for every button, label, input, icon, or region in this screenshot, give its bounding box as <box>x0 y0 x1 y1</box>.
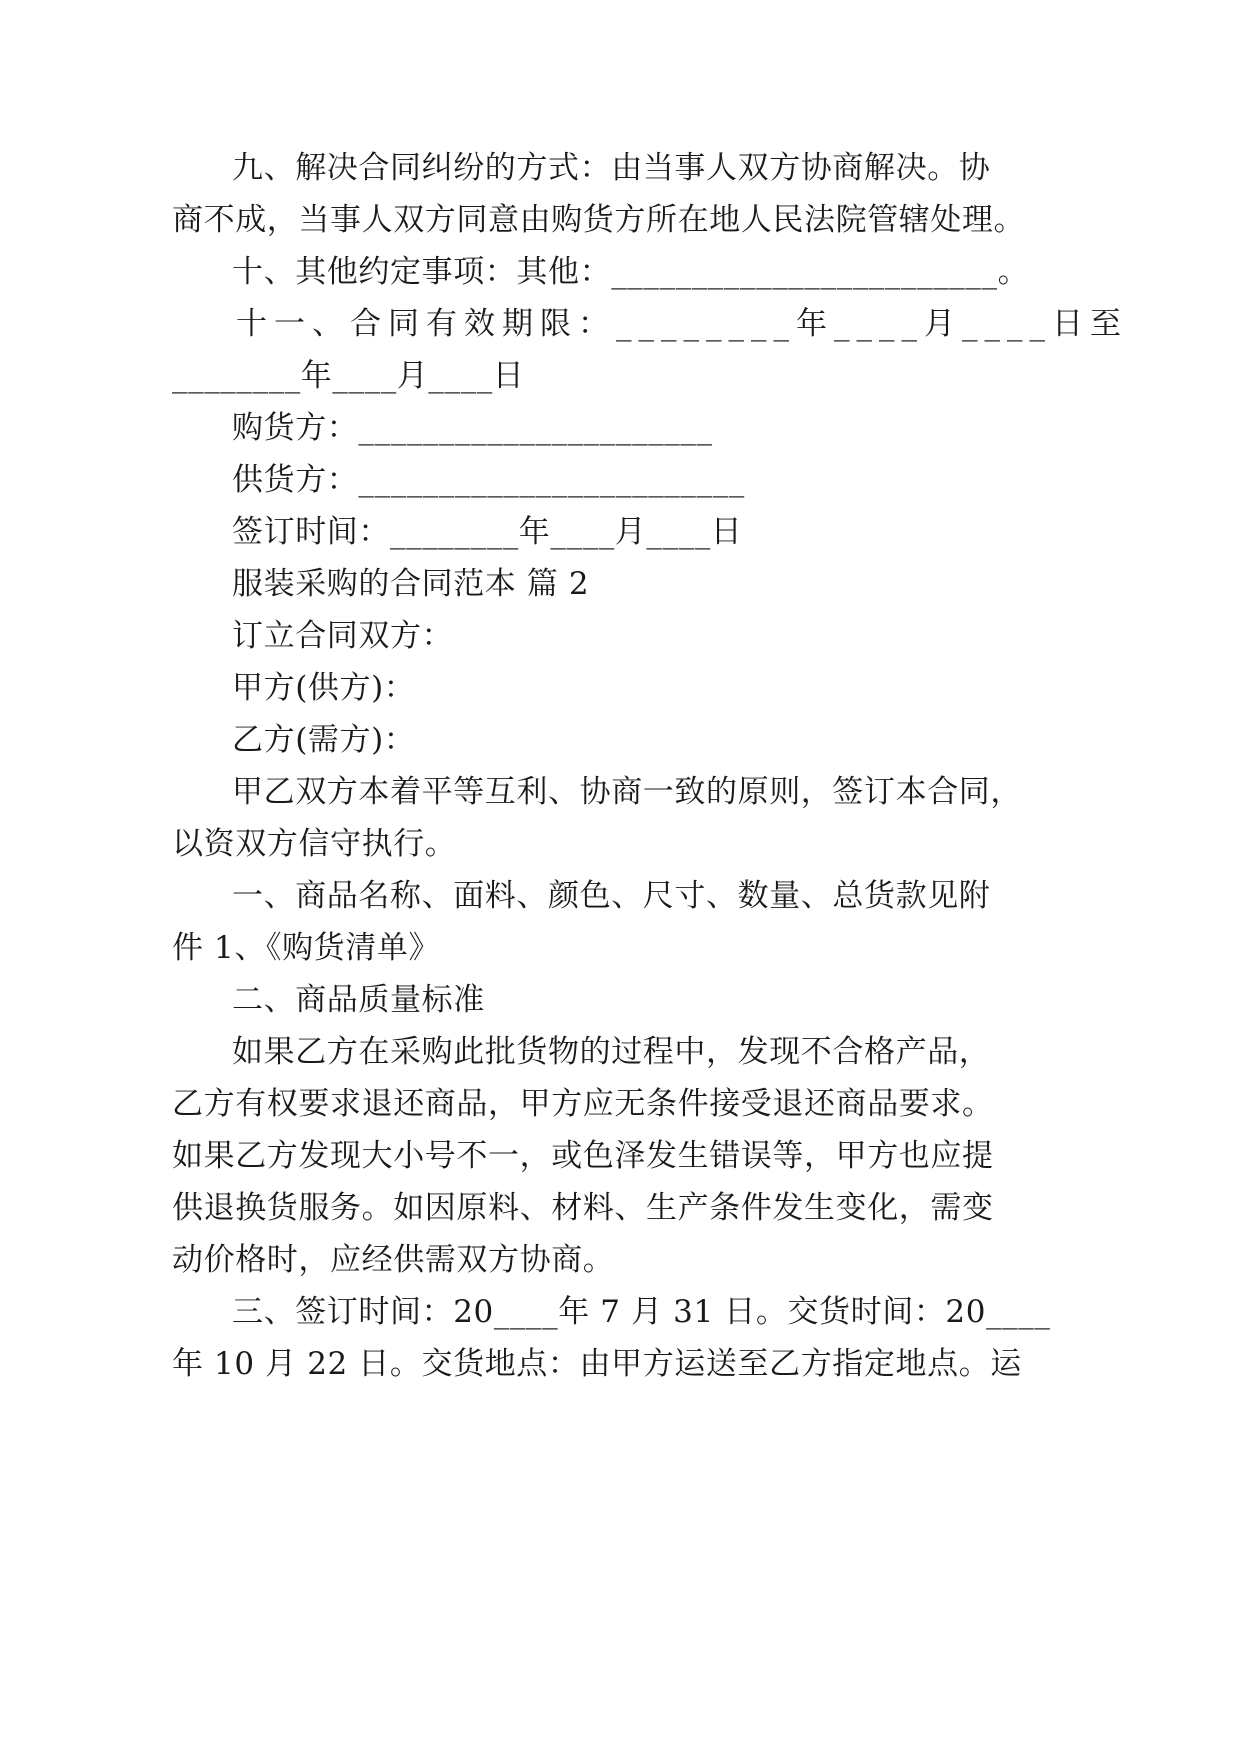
clause-10-line: 十、其他约定事项：其他：________________________。 <box>232 254 1030 290</box>
clause-2-line-3: 如果乙方发现大小号不一，或色泽发生错误等，甲方也应提 <box>172 1138 994 1174</box>
party-b-label: 乙方(需方)： <box>232 722 416 758</box>
preamble-line-1: 甲乙双方本着平等互利、协商一致的原则，签订本合同， <box>232 774 1022 810</box>
buyer-signature-line: 购货方：______________________ <box>232 410 713 446</box>
party-a-label: 甲方(供方)： <box>232 670 416 706</box>
section-heading: 服装采购的合同范本 篇 2 <box>232 566 590 602</box>
clause-11-line-1: 十一、合同有效期限：________年____月____日至 <box>236 306 1128 342</box>
clause-9-line-2: 商不成，当事人双方同意由购货方所在地人民法院管辖处理。 <box>172 202 1026 238</box>
clause-2-line-1: 如果乙方在采购此批货物的过程中，发现不合格产品， <box>232 1034 991 1070</box>
clause-2-line-2: 乙方有权要求退还商品，甲方应无条件接受退还商品要求。 <box>172 1086 994 1122</box>
clause-2-heading: 二、商品质量标准 <box>232 982 485 1018</box>
clause-3-line-2: 年 10 月 22 日。交货地点：由甲方运送至乙方指定地点。运 <box>172 1346 1022 1382</box>
clause-9-line-1: 九、解决合同纠纷的方式：由当事人双方协商解决。协 <box>232 150 991 186</box>
parties-label: 订立合同双方： <box>232 618 454 654</box>
clause-2-line-5: 动价格时，应经供需双方协商。 <box>172 1242 615 1278</box>
clause-2-line-4: 供退换货服务。如因原料、材料、生产条件发生变化，需变 <box>172 1190 994 1226</box>
supplier-signature-line: 供货方：________________________ <box>232 462 745 498</box>
preamble-line-2: 以资双方信守执行。 <box>172 826 457 862</box>
clause-1-line-1: 一、商品名称、面料、颜色、尺寸、数量、总货款见附 <box>232 878 991 914</box>
clause-11-line-2: ________年____月____日 <box>172 358 525 394</box>
clause-3-line-1: 三、签订时间：20____年 7 月 31 日。交货时间：20____ <box>232 1294 1051 1330</box>
clause-1-line-2: 件 1、《购货清单》 <box>172 930 441 966</box>
signing-date-line: 签订时间：________年____月____日 <box>232 514 743 550</box>
